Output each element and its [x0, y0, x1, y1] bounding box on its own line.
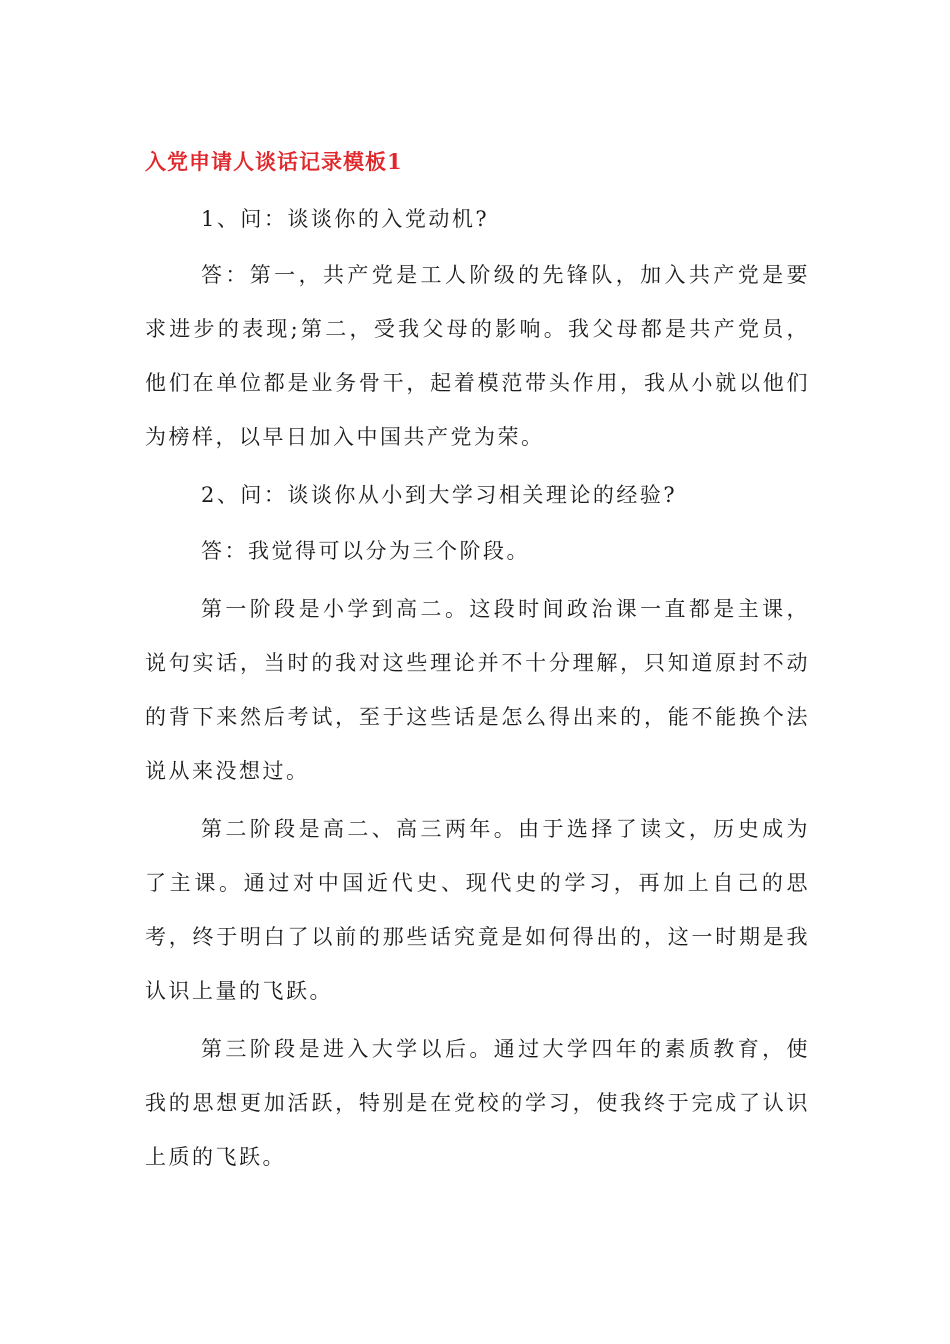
stage-2-paragraph: 第二阶段是高二、高三两年。由于选择了读文，历史成为了主课。通过对中国近代史、现代史的学习，再加上自己的思考，终于明白了以前的那些话究竟是如何得出的，这一时期是我认识上量的飞跃。 — [145, 817, 810, 1003]
answer-2-intro: 答：我觉得可以分为三个阶段。 — [201, 539, 530, 563]
document-title: 入党申请人谈话记录模板1 — [145, 149, 403, 174]
question-2: 2、问：谈谈你从小到大学习相关理论的经验? — [201, 483, 678, 507]
question-1: 1、问：谈谈你的入党动机? — [201, 207, 490, 231]
stage-3-paragraph: 第三阶段是进入大学以后。通过大学四年的素质教育，使我的思想更加活跃，特别是在党校的学习，使我终于完成了认识上质的飞跃。 — [145, 1037, 810, 1169]
answer-1: 答：第一，共产党是工人阶级的先锋队，加入共产党是要求进步的表现;第二，受我父母的影响。我父母都是共产党员，他们在单位都是业务骨干，起着模范带头作用，我从小就以他们为榜样，以早日加入中国共产党为荣。 — [145, 263, 810, 449]
stage-1-paragraph: 第一阶段是小学到高二。这段时间政治课一直都是主课，说句实话，当时的我对这些理论并不十分理解，只知道原封不动的背下来然后考试，至于这些话是怎么得出来的，能不能换个法说从来没想过。 — [145, 597, 810, 783]
document-page — [145, 140, 810, 1188]
